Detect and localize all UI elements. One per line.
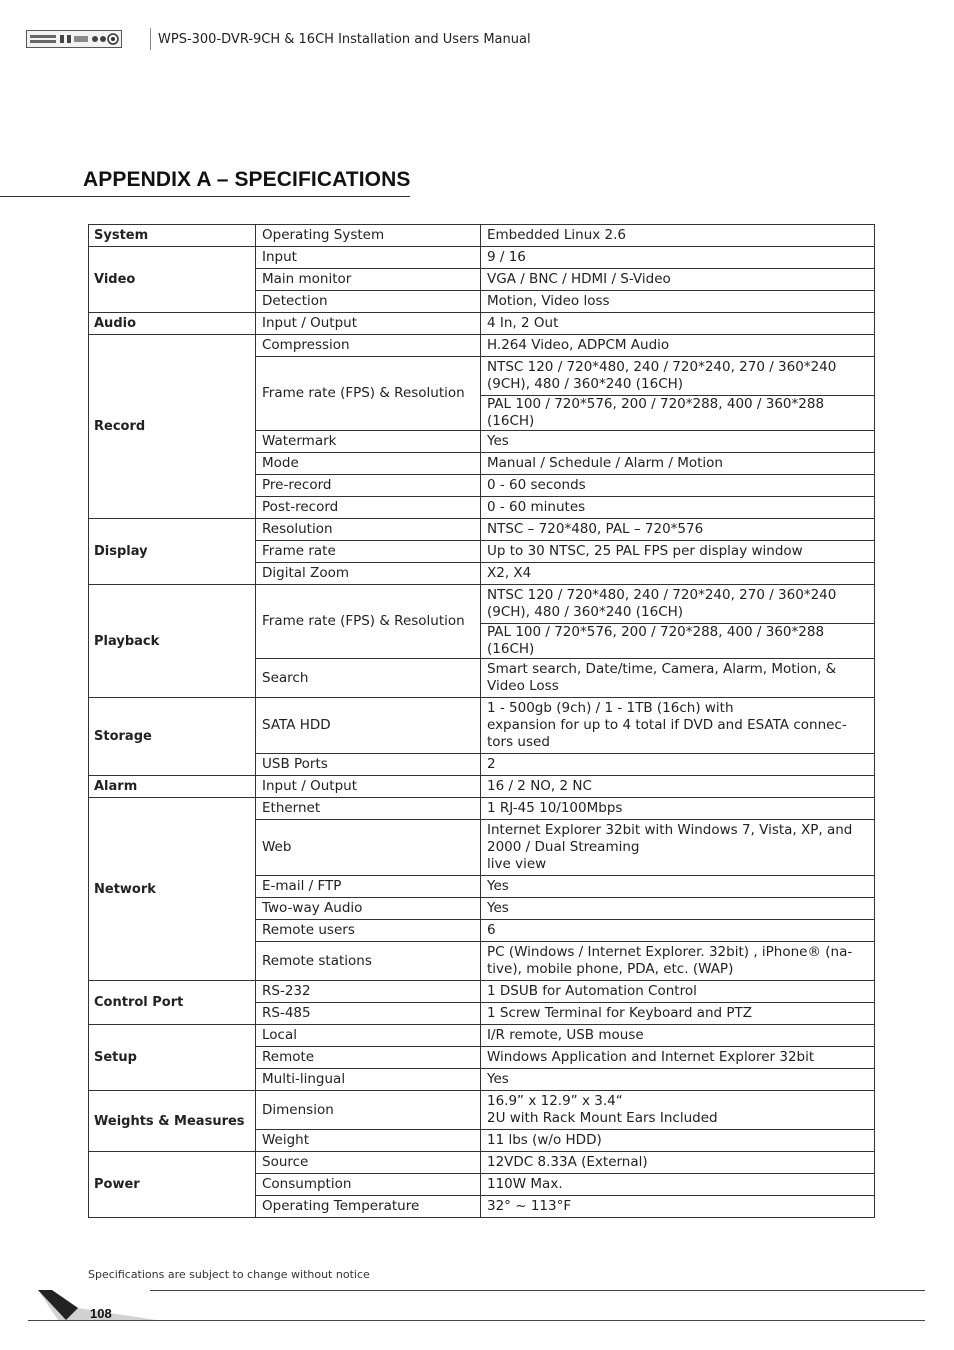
value-cell: 4 In, 2 Out (481, 313, 875, 335)
category-cell: Audio (89, 313, 256, 335)
feature-cell: Two-way Audio (256, 898, 481, 920)
footer-rule-top (150, 1290, 925, 1291)
value-cell: H.264 Video, ADPCM Audio (481, 335, 875, 357)
category-cell: Setup (89, 1025, 256, 1091)
feature-cell: Dimension (256, 1091, 481, 1130)
feature-cell: Frame rate (FPS) & Resolution (256, 357, 481, 431)
table-row (89, 585, 875, 624)
feature-cell: Watermark (256, 431, 481, 453)
value-cell: NTSC 120 / 720*480, 240 / 720*240, 270 / 360*240 (9CH), 480 / 360*240 (16CH) (481, 585, 875, 624)
page-title: APPENDIX A – SPECIFICATIONS (83, 168, 411, 191)
feature-cell: RS-485 (256, 1003, 481, 1025)
category-cell: System (89, 225, 256, 247)
table-row (89, 313, 875, 335)
feature-cell: Search (256, 659, 481, 698)
value-cell: I/R remote, USB mouse (481, 1025, 875, 1047)
feature-cell: Mode (256, 453, 481, 475)
value-cell: PAL 100 / 720*576, 200 / 720*288, 400 / 360*288 (16CH) (481, 624, 875, 659)
feature-cell: Pre-record (256, 475, 481, 497)
value-cell: Up to 30 NTSC, 25 PAL FPS per display window (481, 541, 875, 563)
feature-cell: Input / Output (256, 313, 481, 335)
value-cell: Yes (481, 431, 875, 453)
category-cell: Playback (89, 585, 256, 698)
value-cell: 6 (481, 920, 875, 942)
value-cell: NTSC 120 / 720*480, 240 / 720*240, 270 / 360*240 (9CH), 480 / 360*240 (16CH) (481, 357, 875, 396)
category-cell: Power (89, 1152, 256, 1218)
table-row (89, 1091, 875, 1130)
value-cell: 0 - 60 seconds (481, 475, 875, 497)
value-cell: X2, X4 (481, 563, 875, 585)
feature-cell: Operating Temperature (256, 1196, 481, 1218)
feature-cell: Local (256, 1025, 481, 1047)
feature-cell: Remote (256, 1047, 481, 1069)
value-cell: Motion, Video loss (481, 291, 875, 313)
feature-cell: Frame rate (FPS) & Resolution (256, 585, 481, 659)
dvr-device-icon (26, 30, 122, 48)
feature-cell: Multi-lingual (256, 1069, 481, 1091)
table-row (89, 698, 875, 754)
table-row (89, 776, 875, 798)
value-cell: 110W Max. (481, 1174, 875, 1196)
table-row (89, 335, 875, 357)
value-cell: 1 RJ-45 10/100Mbps (481, 798, 875, 820)
value-cell: Windows Application and Internet Explorer 32bit (481, 1047, 875, 1069)
feature-cell: Operating System (256, 225, 481, 247)
value-cell: PAL 100 / 720*576, 200 / 720*288, 400 / 360*288 (16CH) (481, 396, 875, 431)
value-cell: Yes (481, 898, 875, 920)
table-row (89, 225, 875, 247)
feature-cell: Remote stations (256, 942, 481, 981)
feature-cell: Input / Output (256, 776, 481, 798)
feature-cell: Ethernet (256, 798, 481, 820)
feature-cell: Main monitor (256, 269, 481, 291)
feature-cell: Detection (256, 291, 481, 313)
value-cell: NTSC – 720*480, PAL – 720*576 (481, 519, 875, 541)
table-row (89, 798, 875, 820)
value-cell: 11 lbs (w/o HDD) (481, 1130, 875, 1152)
category-cell: Display (89, 519, 256, 585)
value-cell: 32° ~ 113°F (481, 1196, 875, 1218)
feature-cell: Web (256, 820, 481, 876)
specifications-table-body (89, 225, 875, 1218)
category-cell: Alarm (89, 776, 256, 798)
category-cell: Record (89, 335, 256, 519)
footnote: Specifications are subject to change without notice (88, 1268, 370, 1281)
value-cell: 2 (481, 754, 875, 776)
value-cell: Embedded Linux 2.6 (481, 225, 875, 247)
feature-cell: Resolution (256, 519, 481, 541)
header-divider (150, 28, 151, 50)
value-cell: Manual / Schedule / Alarm / Motion (481, 453, 875, 475)
value-cell: 9 / 16 (481, 247, 875, 269)
feature-cell: USB Ports (256, 754, 481, 776)
feature-cell: E-mail / FTP (256, 876, 481, 898)
category-cell: Video (89, 247, 256, 313)
value-cell: Internet Explorer 32bit with Windows 7, Vista, XP, and 2000 / Dual Streaming live view (481, 820, 875, 876)
value-cell: 16 / 2 NO, 2 NC (481, 776, 875, 798)
value-cell: Yes (481, 876, 875, 898)
title-underline (0, 196, 410, 197)
value-cell: 1 - 500gb (9ch) / 1 - 1TB (16ch) with expansion for up to 4 total if DVD and ESATA connec-tors used (481, 698, 875, 754)
value-cell: Smart search, Date/time, Camera, Alarm, Motion, & Video Loss (481, 659, 875, 698)
feature-cell: Post-record (256, 497, 481, 519)
feature-cell: Compression (256, 335, 481, 357)
table-row (89, 1152, 875, 1174)
specifications-table (88, 224, 875, 1218)
feature-cell: Consumption (256, 1174, 481, 1196)
table-row (89, 981, 875, 1003)
feature-cell: Input (256, 247, 481, 269)
value-cell: 1 Screw Terminal for Keyboard and PTZ (481, 1003, 875, 1025)
table-row (89, 519, 875, 541)
feature-cell: Remote users (256, 920, 481, 942)
feature-cell: Frame rate (256, 541, 481, 563)
category-cell: Storage (89, 698, 256, 776)
value-cell: Yes (481, 1069, 875, 1091)
value-cell: 0 - 60 minutes (481, 497, 875, 519)
value-cell: 12VDC 8.33A (External) (481, 1152, 875, 1174)
value-cell: 16.9” x 12.9” x 3.4“ 2U with Rack Mount Ears Included (481, 1091, 875, 1130)
feature-cell: Weight (256, 1130, 481, 1152)
value-cell: VGA / BNC / HDMI / S-Video (481, 269, 875, 291)
category-cell: Network (89, 798, 256, 981)
category-cell: Control Port (89, 981, 256, 1025)
feature-cell: SATA HDD (256, 698, 481, 754)
value-cell: PC (Windows / Internet Explorer. 32bit) , iPhone® (na-tive), mobile phone, PDA, etc. (WAP) (481, 942, 875, 981)
feature-cell: Digital Zoom (256, 563, 481, 585)
page-number: 108 (90, 1306, 112, 1321)
feature-cell: RS-232 (256, 981, 481, 1003)
table-row (89, 1025, 875, 1047)
manual-title: WPS-300-DVR-9CH & 16CH Installation and Users Manual (158, 32, 531, 47)
category-cell: Weights & Measures (89, 1091, 256, 1152)
value-cell: 1 DSUB for Automation Control (481, 981, 875, 1003)
feature-cell: Source (256, 1152, 481, 1174)
footer-rule-bottom (28, 1320, 925, 1321)
table-row (89, 247, 875, 269)
